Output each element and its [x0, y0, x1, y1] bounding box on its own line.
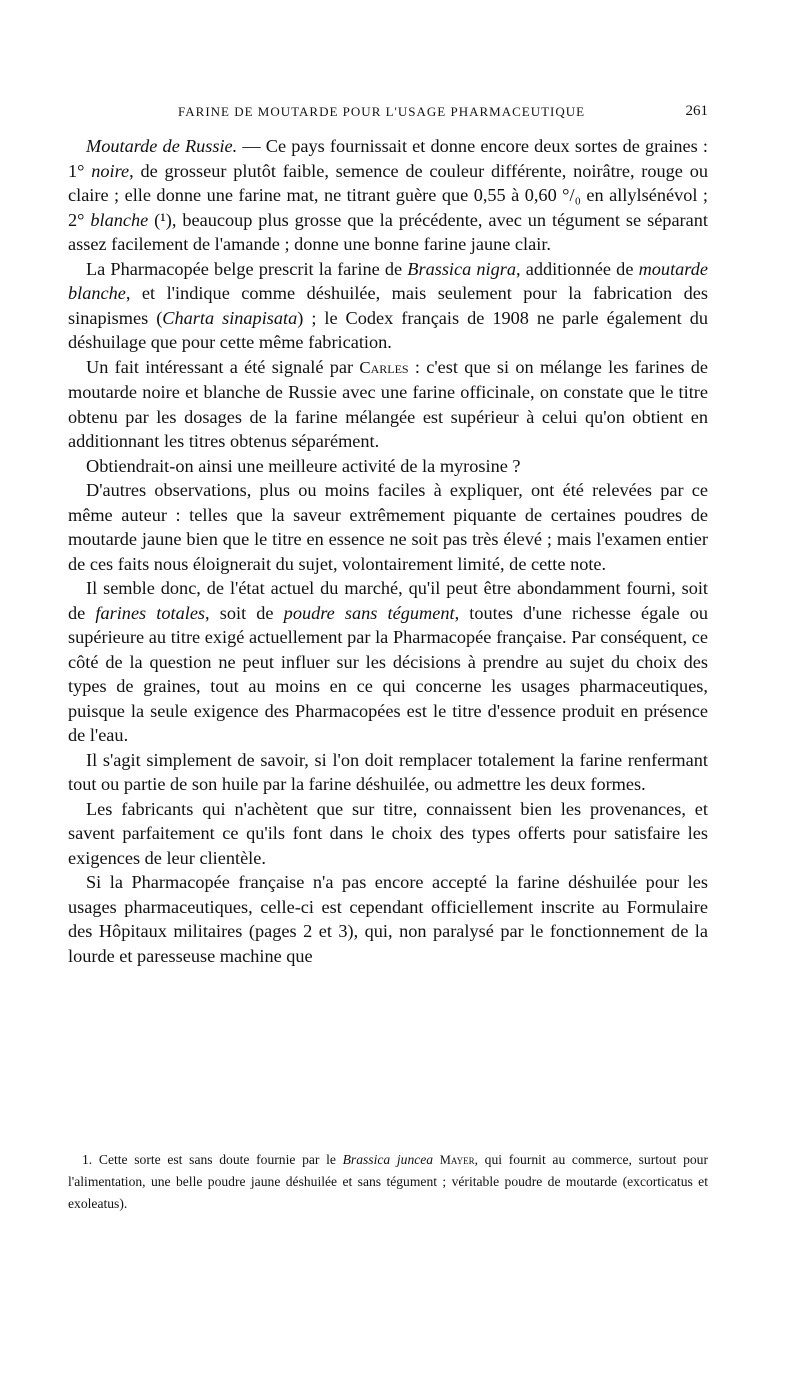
paragraph-observations — [68, 478, 708, 576]
text-run: : c'est que si on mélange les farines de moutarde noire et blanche de Russie avec une farine officinale, on constate que le titre obtenu par les dosages de la farine mélangée est supérieur à celui qu'on obtient en additionnant les titres obtenus séparément. — [68, 356, 708, 451]
running-head — [68, 100, 708, 124]
body-text — [68, 134, 708, 968]
paragraph-myrosine — [68, 454, 708, 479]
author-name: Mayer — [439, 1153, 475, 1167]
paragraph-etat-du-marche — [68, 576, 708, 748]
italic-term: Brassica juncea — [342, 1152, 434, 1167]
italic-term: Brassica nigra — [407, 258, 517, 279]
section-heading-italic: Moutarde de Russie. — [86, 136, 238, 156]
text-run: , soit de — [205, 602, 284, 623]
italic-term: Charta sinapisata — [162, 307, 298, 328]
footnote-1 — [68, 1149, 708, 1215]
italic-term: blanche — [90, 209, 149, 230]
text-run: — Ce pays fournissait et donne encore deux sortes de graines : 1° — [68, 136, 708, 181]
text-run: , beaucoup plus grosse que la précédente, avec un tégument se séparant assez facilement de l'amande ; donne une bonne farine jaune clair. — [68, 209, 708, 254]
text-run: , toutes d'une richesse égale ou supérieure au titre exigé actuellement par la Pharmacopée française. Par conséquent, ce côté de la question ne peut influer sur les décisions à prendre au sujet du choix des types de graines, tout au moins en ce qui concerne les usages pharmaceutiques, puisque la seule exigence des Pharmacopées est le titre d'essence produit en présence de l'eau. — [68, 602, 708, 745]
text-run: , et l'indique comme déshuilée, mais seulement pour la fabrication des sinapismes ( — [68, 283, 708, 328]
author-name: Carles — [359, 357, 409, 377]
text-run: La Pharmacopée belge prescrit la farine de — [86, 258, 408, 279]
text-run: Il semble donc, de l'état actuel du marché, qu'il peut être abondamment fourni, soit de — [68, 578, 708, 623]
paragraph-carles — [68, 355, 708, 454]
text-run: Un fait intéressant a été signalé par — [86, 356, 360, 377]
text-run: , de grosseur plutôt faible, semence de couleur différente, noirâtre, rouge ou claire ; elle donne une farine mat, ne titrant guère que 0,55 à 0,60 °/₀ en allylsénévol ; 2° — [68, 160, 708, 230]
paragraph-moutarde-de-russie — [68, 134, 708, 257]
text-run: , additionnée de — [516, 258, 639, 279]
text-run: ) ; le Codex français de 1908 ne parle également du déshuilage que pour cette même fabrication. — [68, 307, 708, 352]
footnote-reference: (¹) — [154, 209, 172, 230]
text-run: Les fabricants qui n'achètent que sur titre, connaissent bien les provenances, et savent parfaitement ce qu'ils font dans le choix des types offerts pour satisfaire les exigences de leur clientèle. — [68, 798, 708, 868]
text-run: , qui fournit au commerce, surtout pour l'alimentation, une belle poudre jaune déshuilée et sans tégument ; véritable poudre de moutarde (excorticatus et exoleatus). — [68, 1152, 708, 1211]
italic-term: noire — [91, 160, 130, 181]
text-run: Si la Pharmacopée française n'a pas encore accepté la farine déshuilée pour les usages pharmaceutiques, celle-ci est cependant officiellement inscrite au Formulaire des Hôpitaux militaires (pages 2 et 3), qui, non paralysé par le fonctionnement de la lourde et paresseuse machine que — [68, 872, 708, 966]
text-run: D'autres observations, plus ou moins faciles à expliquer, ont été relevées par ce même auteur : telles que la saveur extrêmement piquante de certaines poudres de moutarde jaune bien que le titre en essence ne soit pas très élevé ; mais l'examen entier de ces faits nous éloignerait du sujet, volontairement limité, de cette note. — [68, 480, 708, 574]
text-run: 1. Cette sorte est sans doute fournie par le — [82, 1152, 343, 1167]
footnotes — [68, 1149, 708, 1215]
page-number: 261 — [685, 103, 708, 119]
italic-term: moutarde blanche — [68, 258, 708, 303]
paragraph-pharmacopee-francaise — [68, 870, 708, 968]
text-run: Obtiendrait-on ainsi une meilleure activité de la myrosine ? — [86, 455, 521, 476]
text-run: Il s'agit simplement de savoir, si l'on doit remplacer totalement la farine renfermant tout ou partie de son huile par la farine déshuilée, ou admettre les deux formes. — [68, 749, 708, 794]
italic-term: farines totales — [95, 602, 206, 623]
italic-term: poudre sans tégument — [283, 602, 455, 623]
paragraph-remplacer-farine — [68, 748, 708, 797]
paragraph-pharmacopee-belge — [68, 257, 708, 355]
text-run — [433, 1152, 440, 1167]
paragraph-fabricants — [68, 797, 708, 871]
running-title: FARINE DE MOUTARDE POUR L'USAGE PHARMACEUTIQUE — [178, 104, 586, 119]
